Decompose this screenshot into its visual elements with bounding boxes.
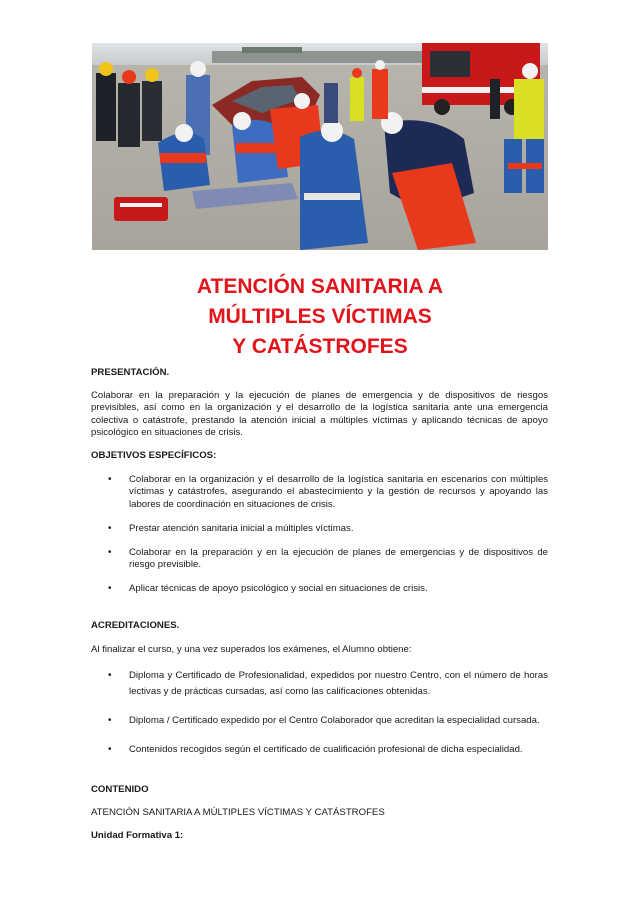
list-item: • Prestar atención sanitaria inicial a múltiples víctimas.: [91, 523, 548, 535]
list-item: • Contenidos recogidos según el certificado de cualificación profesional de dicha especialidad.: [91, 742, 548, 758]
title-line-1: ATENCIÓN SANITARIA A: [196, 275, 444, 298]
presentacion-heading: PRESENTACIÓN.: [91, 367, 170, 378]
list-item: • Diploma y Certificado de Profesionalidad, expedidos por nuestro Centro, con el número de horas lectivas y de prácticas cursadas, así como las calificaciones obtenidas.: [91, 668, 548, 700]
title-line-3: Y CATÁSTROFES: [232, 335, 408, 358]
acreditaciones-heading: ACREDITACIONES.: [91, 619, 180, 631]
unidad-formativa-heading: Unidad Formativa 1:: [91, 830, 184, 842]
acreditaciones-list: [91, 668, 548, 758]
objetivos-heading: OBJETIVOS ESPECÍFICOS:: [91, 450, 217, 462]
course-title: [92, 272, 548, 362]
list-item: • Colaborar en la organización y el desarrollo de la logística sanitaria en escenarios con múltiples víctimas y catástrofes, asegurando el abastecimiento y la gestión de recursos y apoyando las labores de coordinación en situaciones de crisis.: [91, 474, 548, 511]
contenido-heading: CONTENIDO: [91, 784, 149, 796]
emergency-drill-photo: [92, 43, 548, 250]
list-item: • Colaborar en la preparación y en la ejecución de planes de emergencias y de dispositivos de riesgo previsible.: [91, 547, 548, 571]
acreditaciones-intro: Al finalizar el curso, y una vez superados los exámenes, el Alumno obtiene:: [91, 643, 412, 655]
objetivos-list: [91, 474, 548, 595]
list-item: • Diploma / Certificado expedido por el Centro Colaborador que acreditan la especialidad cursada.: [91, 713, 548, 729]
list-item: • Aplicar técnicas de apoyo psicológico y social en situaciones de crisis.: [91, 583, 548, 595]
course-content: [91, 367, 548, 843]
title-line-2: MÚLTIPLES VÍCTIMAS: [208, 305, 432, 328]
presentacion-text: Colaborar en la preparación y la ejecución de planes de emergencia y de dispositivos de riesgos previsibles, así como en la organización y el desarrollo de la logística sanitaria ante una emergencia colectiva o catástrofe, prestando la atención inicial a múltiples víctimas y aplicando técnicas de apoyo psicológico en situaciones de crisis.: [91, 390, 548, 438]
contenido-text: ATENCIÓN SANITARIA A MÚLTIPLES VÍCTIMAS Y CATÁSTROFES: [91, 807, 385, 819]
